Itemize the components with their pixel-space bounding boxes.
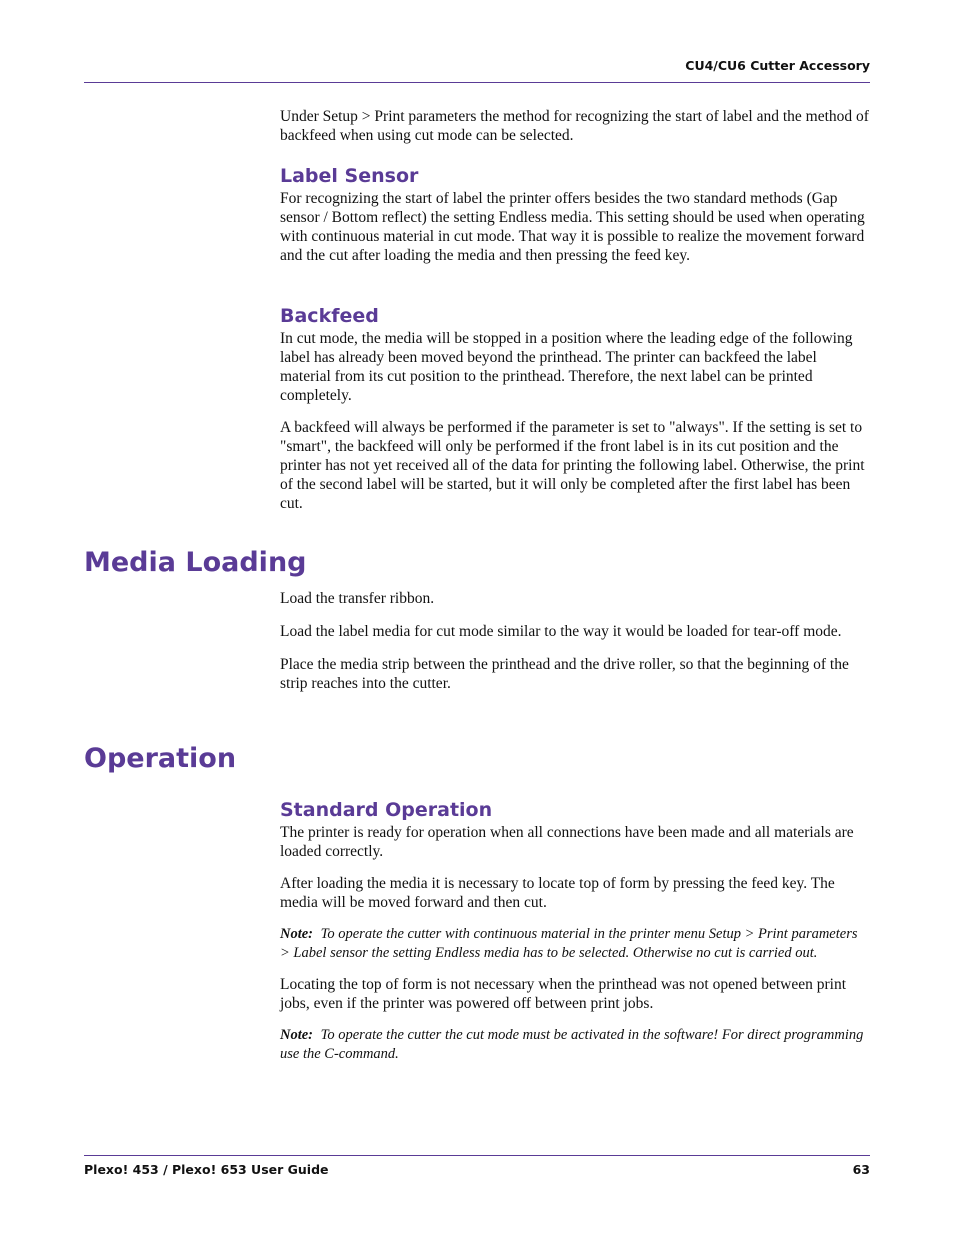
media-loading-paragraph-2: Load the label media for cut mode similar to the way it would be loaded for tear-off mode. (280, 623, 842, 640)
intro-paragraph-block (280, 107, 870, 145)
header-rule (84, 82, 870, 83)
standard-operation-paragraph-2: After loading the media it is necessary to locate top of form by pressing the feed key. The media will be moved forward and then cut. (280, 875, 835, 911)
media-loading-heading: Media Loading (84, 547, 307, 578)
note-continuous-material (280, 925, 870, 962)
note-text: To operate the cutter with continuous material in the printer menu Setup > Print parameters > Label sensor the setting Endless media has to be selected. Otherwise no cut is carried out. (280, 926, 858, 961)
standard-operation-paragraph-1: The printer is ready for operation when all connections have been made and all materials are loaded correctly. (280, 824, 854, 860)
label-sensor-paragraph: For recognizing the start of label the printer offers besides the two standard methods (Gap sensor / Bottom reflect) the setting Endless media. This setting should be used when operating with continuous material in cut mode. That way it is possible to realize the movement forward and the cut after loading the media and then pressing the feed key. (280, 190, 865, 264)
media-loading-section (280, 589, 870, 693)
note-cut-mode (280, 1026, 870, 1063)
backfeed-paragraph-2: A backfeed will always be performed if the parameter is set to "always". If the setting is set to "smart", the backfeed will only be performed if the front label is in its cut position and the printer has not yet received all of the data for printing the following label. Otherwise, the print of the second label will be started, but it will only be completed after the first label has been cut. (280, 419, 865, 512)
operation-heading: Operation (84, 743, 237, 774)
note-text: To operate the cutter the cut mode must be activated in the software! For direct programming use the C-command. (280, 1027, 864, 1062)
backfeed-heading: Backfeed (280, 305, 379, 327)
backfeed-section (280, 304, 870, 513)
footer-guide-title: Plexo! 453 / Plexo! 653 User Guide (84, 1162, 329, 1177)
media-loading-paragraph-3: Place the media strip between the printhead and the drive roller, so that the beginning of the strip reaches into the cutter. (280, 656, 849, 692)
label-sensor-section (280, 164, 870, 265)
standard-operation-section (280, 798, 870, 1063)
footer-rule (84, 1155, 870, 1156)
label-sensor-heading: Label Sensor (280, 165, 419, 187)
intro-paragraph: Under Setup > Print parameters the method for recognizing the start of label and the method of backfeed when using cut mode can be selected. (280, 108, 869, 144)
media-loading-paragraph-1: Load the transfer ribbon. (280, 590, 435, 607)
backfeed-paragraph-1: In cut mode, the media will be stopped in a position where the leading edge of the following label has already been moved beyond the printhead. The printer can backfeed the label material from its cut position to the printhead. Therefore, the next label can be printed completely. (280, 330, 853, 404)
standard-operation-paragraph-3: Locating the top of form is not necessary when the printhead was not opened between print jobs, even if the printer was powered off between print jobs. (280, 976, 847, 1012)
page-number: 63 (852, 1162, 870, 1177)
running-head: CU4/CU6 Cutter Accessory (685, 58, 870, 73)
note-label: Note: (280, 926, 314, 942)
standard-operation-heading: Standard Operation (280, 799, 493, 821)
note-label: Note: (280, 1027, 314, 1043)
